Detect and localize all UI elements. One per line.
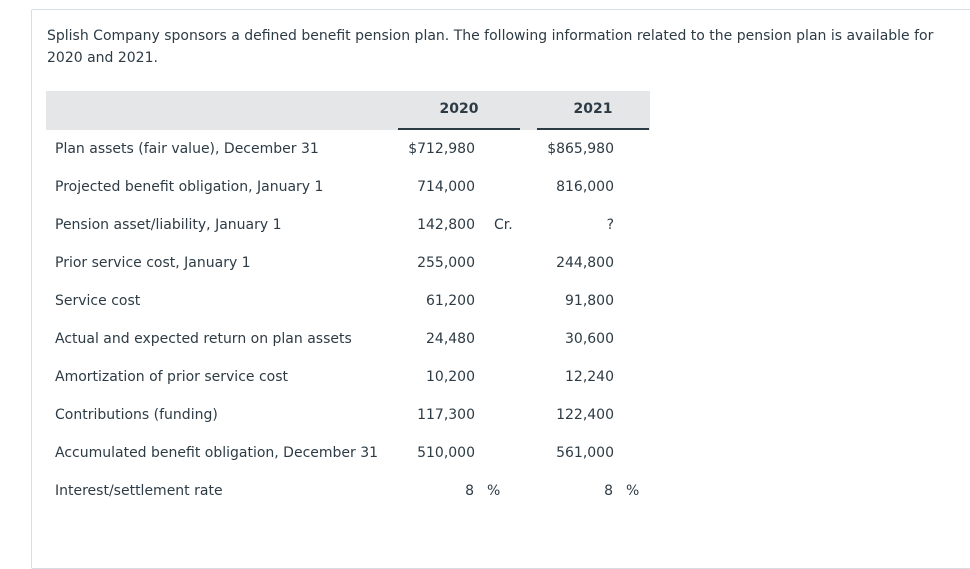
value-2021: 244,800 [556,255,614,271]
value-2020: 117,300 [417,407,475,423]
value-2020: 255,000 [417,255,475,271]
value-2020: 714,000 [417,179,475,195]
value-2021: 30,600 [565,331,614,347]
row-label: Contributions (funding) [55,407,218,423]
row-label: Service cost [55,293,141,309]
row-label: Amortization of prior service cost [55,369,289,385]
row-label: Plan assets (fair value), December 31 [55,141,319,157]
value-2021: 561,000 [556,445,614,461]
percent-unit-2020: % [487,483,501,499]
row-label: Accumulated benefit obligation, December 31 [55,445,379,461]
value-2020: 142,800 [417,217,475,233]
value-2020: 24,480 [426,331,475,347]
row-label: Pension asset/liability, January 1 [55,217,282,233]
row-label: Interest/settlement rate [55,483,223,499]
column-header-2021: 2021 [573,101,613,117]
value-2020: 8 [465,483,474,499]
value-2020: 510,000 [417,445,475,461]
value-2021: ? [606,217,614,233]
column-header-2020: 2020 [439,101,479,117]
value-2020: 61,200 [426,293,475,309]
column-rule-2021 [537,128,649,130]
value-2020: 10,200 [426,369,475,385]
value-2021: 816,000 [556,179,614,195]
value-2021: $865,980 [547,141,614,157]
problem-statement: Splish Company sponsors a defined benefit pension plan. The following information related to the pension plan is available for 2020 and 2021. [47,28,934,66]
percent-unit-2021: % [626,483,640,499]
value-2021: 122,400 [556,407,614,423]
row-label: Projected benefit obligation, January 1 [55,179,324,195]
column-rule-2020 [398,128,520,130]
value-2021: 12,240 [565,369,614,385]
value-2021: 91,800 [565,293,614,309]
value-2020: $712,980 [408,141,475,157]
row-label: Actual and expected return on plan assets [55,331,352,347]
row-label: Prior service cost, January 1 [55,255,251,271]
credit-indicator-2020: Cr. [494,217,513,233]
value-2021: 8 [604,483,613,499]
